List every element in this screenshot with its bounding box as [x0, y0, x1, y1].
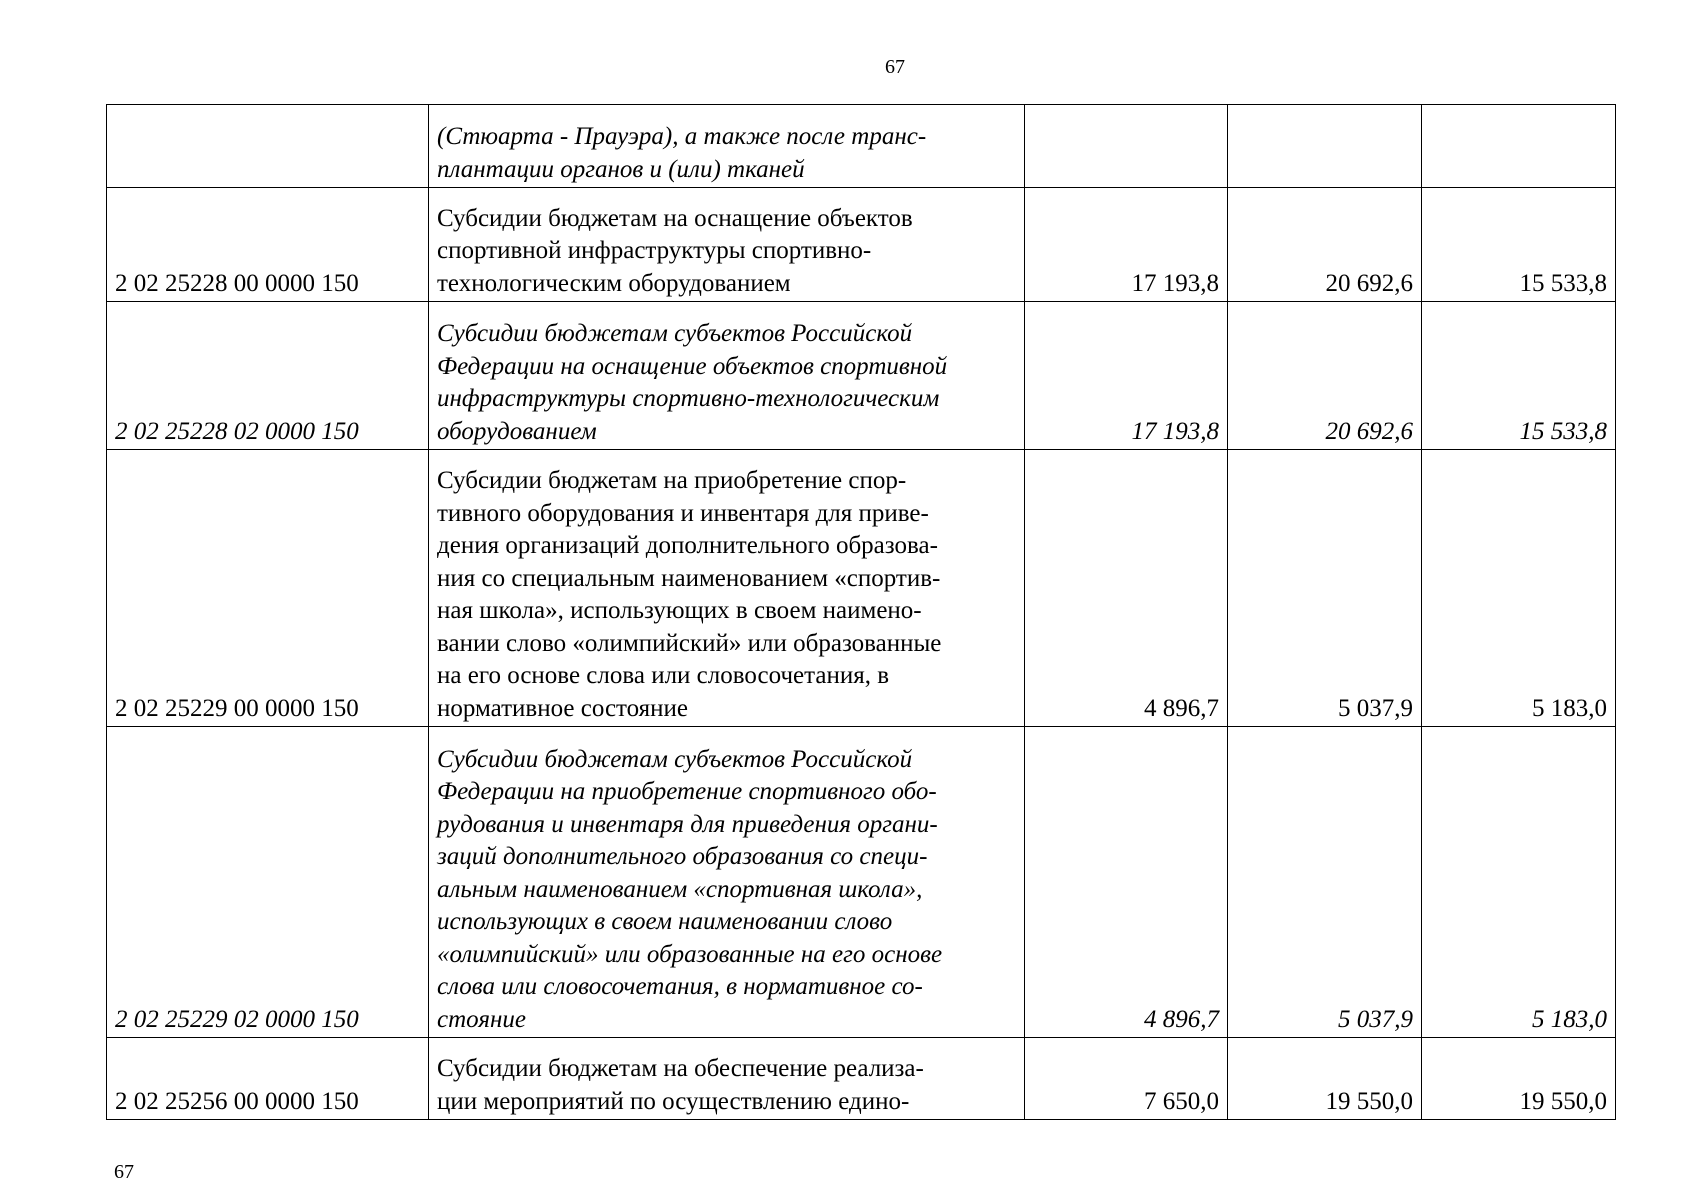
amount-year-2-cell: 19 550,0 — [1228, 1038, 1422, 1120]
amount-year-1-cell: 7 650,0 — [1025, 1038, 1228, 1120]
page-number-bottom: 67 — [114, 1161, 134, 1183]
revenue-name-line: стояние — [437, 1005, 526, 1033]
budget-code-cell: 2 02 25256 00 0000 150 — [107, 1038, 429, 1120]
page-number-top: 67 — [885, 56, 905, 78]
budget-code-cell: 2 02 25228 02 0000 150 — [107, 302, 429, 450]
revenue-name-line: Субсидии бюджетам на приобретение спор- — [437, 467, 907, 494]
revenue-name-cell — [429, 727, 1025, 1038]
revenue-name-line: плантации органов и (или) тканей — [437, 155, 805, 183]
revenue-name-line: Субсидии бюджетам субъектов Российской — [437, 320, 913, 347]
revenue-name-line: нормативное состояние — [437, 694, 689, 722]
revenue-name-cell — [429, 450, 1025, 727]
revenue-name-line: ции мероприятий по осуществлению едино- — [437, 1087, 910, 1115]
revenue-name-line: заций дополнительного образования со специ- — [437, 843, 928, 870]
revenue-name-line: вании слово «олимпийский» или образованные — [437, 629, 942, 657]
revenue-name-line: тивного оборудования и инвентаря для приве- — [437, 499, 929, 527]
budget-code-cell: 2 02 25228 00 0000 150 — [107, 188, 429, 302]
revenue-name-line: «олимпийский» или образованные на его основе — [437, 940, 943, 968]
revenue-name-line: слова или словосочетания, в нормативное со- — [437, 973, 923, 1000]
revenue-name-line: спортивной инфраструктуры спортивно- — [437, 237, 872, 264]
budget-code-cell: 2 02 25229 00 0000 150 — [107, 450, 429, 727]
revenue-name-line: ния со специальным наименованием «спортив- — [437, 564, 941, 592]
amount-year-1-cell — [1025, 105, 1228, 188]
amount-year-2-cell: 20 692,6 — [1228, 188, 1422, 302]
table-row — [107, 727, 1616, 1038]
amount-year-1-cell: 4 896,7 — [1025, 450, 1228, 727]
table-row — [107, 188, 1616, 302]
amount-year-2-cell — [1228, 105, 1422, 188]
budget-code-cell — [107, 105, 429, 188]
revenue-name-line: альным наименованием «спортивная школа», — [437, 875, 923, 903]
revenue-name-line: Субсидии бюджетам на оснащение объектов — [437, 204, 913, 232]
revenue-name-line: Субсидии бюджетам на обеспечение реализа- — [437, 1055, 924, 1082]
amount-year-3-cell — [1422, 105, 1616, 188]
amount-year-3-cell: 5 183,0 — [1422, 727, 1616, 1038]
revenue-name-line: оборудованием — [437, 417, 597, 445]
amount-year-3-cell: 19 550,0 — [1422, 1038, 1616, 1120]
table-row — [107, 105, 1616, 188]
amount-year-1-cell: 17 193,8 — [1025, 188, 1228, 302]
amount-year-3-cell: 15 533,8 — [1422, 188, 1616, 302]
revenue-name-line: Федерации на оснащение объектов спортивной — [437, 352, 948, 380]
revenue-name-line: использующих в своем наименовании слово — [437, 908, 893, 935]
amount-year-3-cell: 5 183,0 — [1422, 450, 1616, 727]
revenue-name-line: дения организаций дополнительного образова- — [437, 532, 938, 559]
revenue-name-line: на его основе слова или словосочетания, в — [437, 662, 890, 689]
revenue-name-cell — [429, 105, 1025, 188]
revenue-name-cell — [429, 302, 1025, 450]
revenue-name-line: ная школа», использующих в своем наимено- — [437, 597, 922, 624]
revenue-name-line: инфраструктуры спортивно-технологическим — [437, 385, 940, 412]
amount-year-1-cell: 17 193,8 — [1025, 302, 1228, 450]
revenue-name-line: Субсидии бюджетам субъектов Российской — [437, 745, 913, 773]
amount-year-1-cell: 4 896,7 — [1025, 727, 1228, 1038]
table-row — [107, 302, 1616, 450]
table-row — [107, 450, 1616, 727]
budget-code-cell: 2 02 25229 02 0000 150 — [107, 727, 429, 1038]
amount-year-2-cell: 5 037,9 — [1228, 450, 1422, 727]
revenue-name-cell — [429, 1038, 1025, 1120]
revenue-name-line: (Стюарта - Прауэра), а также после транс- — [437, 123, 927, 150]
revenue-name-cell — [429, 188, 1025, 302]
revenue-name-line: Федерации на приобретение спортивного обо- — [437, 778, 937, 805]
amount-year-2-cell: 5 037,9 — [1228, 727, 1422, 1038]
revenue-name-line: технологическим оборудованием — [437, 269, 791, 297]
table-row — [107, 1038, 1616, 1120]
budget-revenue-table — [106, 104, 1616, 1120]
revenue-name-line: рудования и инвентаря для приведения органи- — [437, 810, 938, 838]
amount-year-2-cell: 20 692,6 — [1228, 302, 1422, 450]
amount-year-3-cell: 15 533,8 — [1422, 302, 1616, 450]
